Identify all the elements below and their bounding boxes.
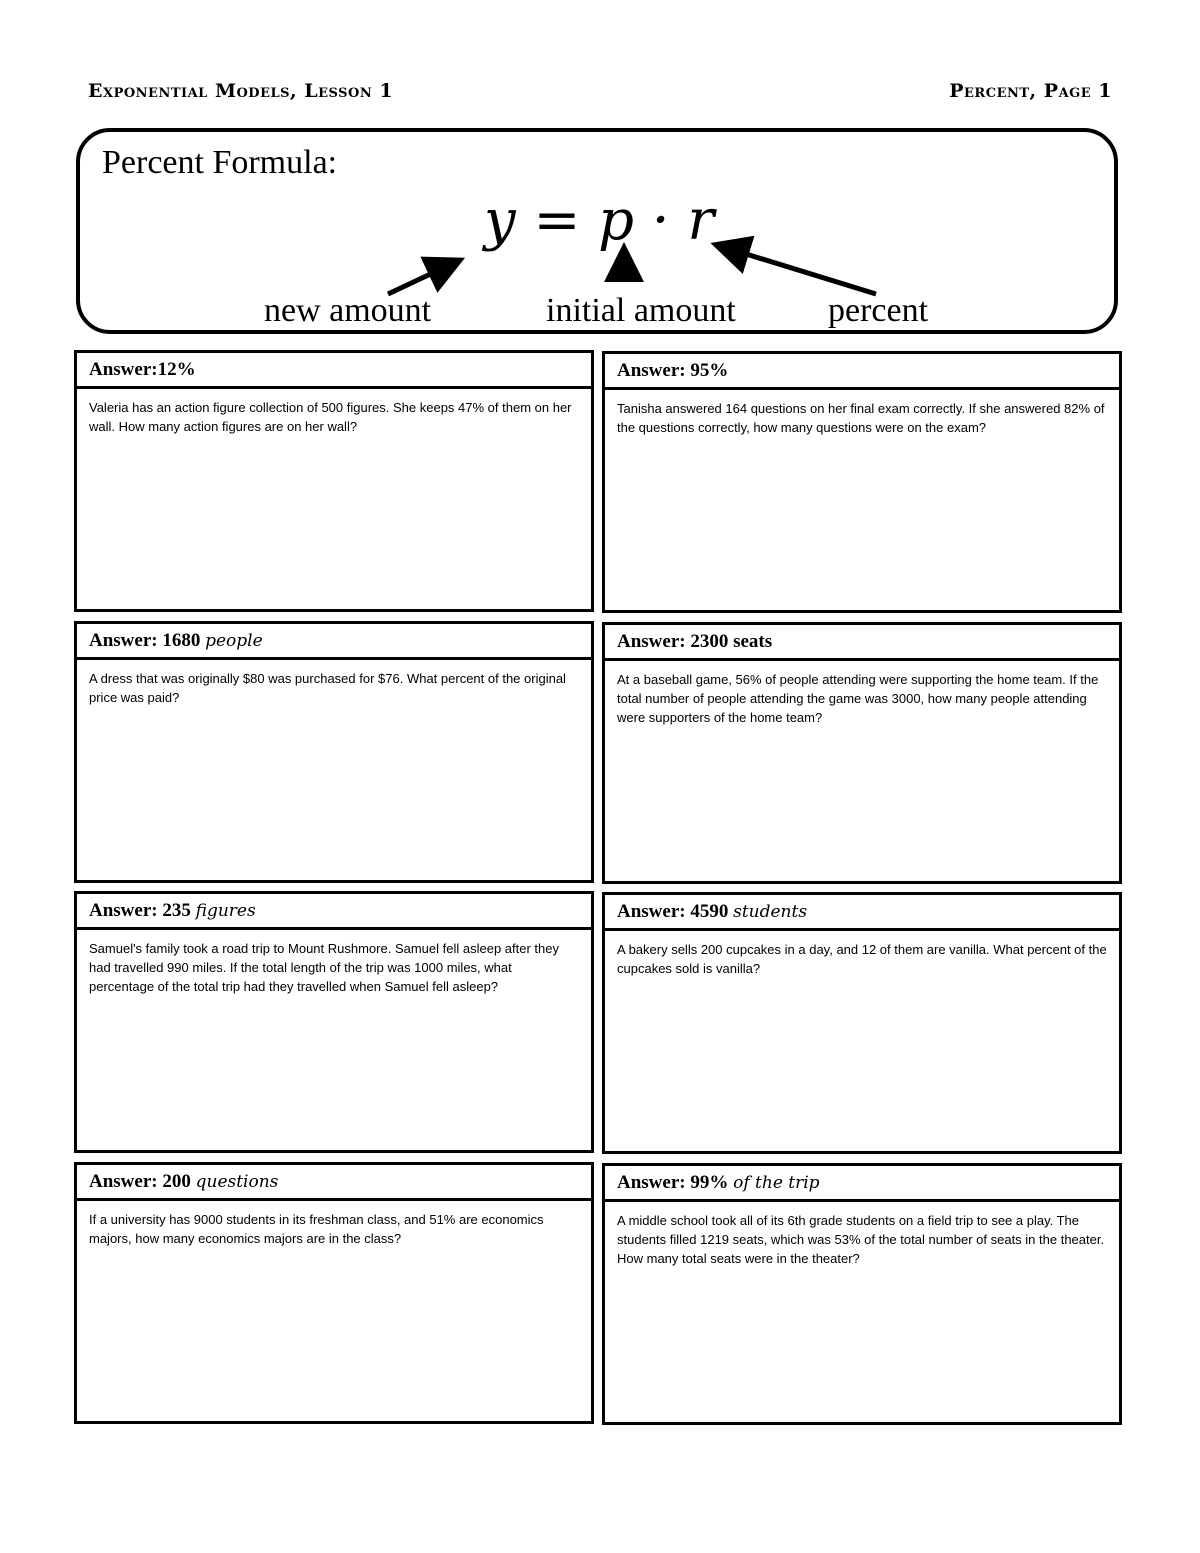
answer-line: Answer: 1680 people	[77, 624, 591, 660]
label-initial-amount: initial amount	[546, 292, 736, 329]
formula-title: Percent Formula:	[102, 144, 338, 181]
answer-line: Answer: 2300 seats	[605, 625, 1119, 661]
answer-line: Answer: 200 questions	[77, 1165, 591, 1201]
problem-card	[602, 351, 1122, 613]
formula-equation: y = p · r	[484, 188, 715, 253]
label-new-amount: new amount	[264, 292, 432, 329]
header-lesson-title: Exponential Models, Lesson 1	[88, 80, 394, 102]
question-text: A middle school took all of its 6th grade students on a field trip to see a play. The students filled 1219 seats, which was 53% of the total number of seats in the theater. How many total seats were in the theater?	[617, 1213, 1105, 1266]
question-text: A bakery sells 200 cupcakes in a day, and 12 of them are vanilla. What percent of the cupcakes sold is vanilla?	[617, 942, 1107, 976]
problem-card	[74, 621, 594, 883]
answer-line: Answer: 235 figures	[77, 894, 591, 930]
answer-line: Answer: 95%	[605, 354, 1119, 390]
problem-card	[602, 622, 1122, 884]
answer-line: Answer: 4590 students	[605, 895, 1119, 931]
question-text: If a university has 9000 students in its freshman class, and 51% are economics majors, how many economics majors are in the class?	[89, 1212, 544, 1246]
arrow-percent	[720, 246, 876, 294]
arrow-new-amount	[388, 262, 456, 294]
problem-card	[74, 1162, 594, 1424]
answer-line: Answer:12%	[77, 353, 591, 389]
question-text: A dress that was originally $80 was purchased for $76. What percent of the original price was paid?	[89, 671, 566, 705]
answer-line: Answer: 99% of the trip	[605, 1166, 1119, 1202]
question-text: At a baseball game, 56% of people attending were supporting the home team. If the total number of people attending the game was 3000, how many people attending were supporters of the home team?	[617, 672, 1099, 725]
question-text: Samuel's family took a road trip to Mount Rushmore. Samuel fell asleep after they had travelled 990 miles. If the total length of the trip was 1000 miles, what percentage of the total trip had they travelled when Samuel fell asleep?	[89, 941, 559, 994]
label-percent: percent	[828, 292, 929, 329]
question-text: Tanisha answered 164 questions on her final exam correctly. If she answered 82% of the questions correctly, how many questions were on the exam?	[617, 401, 1105, 435]
problem-card	[602, 1163, 1122, 1425]
header-page-label: Percent, Page 1	[949, 80, 1112, 102]
formula-box	[76, 128, 1118, 334]
problem-card	[74, 350, 594, 612]
problem-card	[74, 891, 594, 1153]
question-text: Valeria has an action figure collection of 500 figures. She keeps 47% of them on her wall. How many action figures are on her wall?	[89, 400, 572, 434]
problem-card	[602, 892, 1122, 1154]
